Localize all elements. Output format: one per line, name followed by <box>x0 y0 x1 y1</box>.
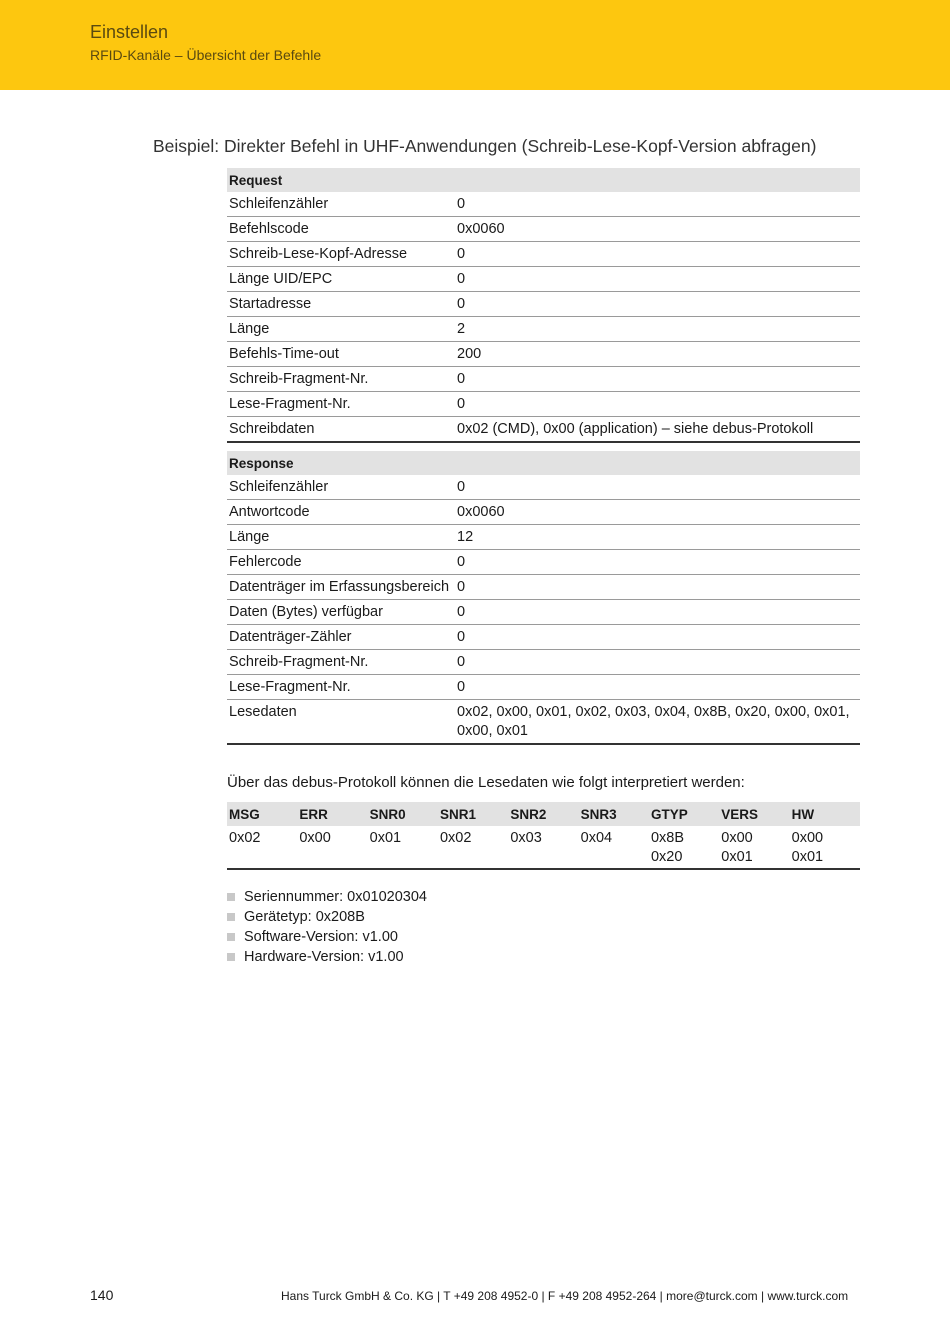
table-cell <box>227 826 297 869</box>
row-key: Datenträger im Erfassungsbereich <box>227 575 455 600</box>
list-item-text: Software-Version: v1.00 <box>244 929 398 945</box>
response-heading: Response <box>227 451 860 475</box>
row-value: 0 <box>455 367 860 392</box>
row-value: 12 <box>455 525 860 550</box>
cell-line: 0x01 <box>369 830 402 846</box>
request-heading-row <box>227 168 860 192</box>
example-title: Beispiel: Direkter Befehl in UHF-Anwendungen (Schreib-Lese-Kopf-Version abfragen) <box>153 136 817 156</box>
row-value: 0 <box>455 625 860 650</box>
row-key: Befehls-Time-out <box>227 342 455 367</box>
list-item-text: Seriennummer: 0x01020304 <box>244 889 427 905</box>
interpretation-text: Über das debus-Protokoll können die Lesedaten wie folgt interpretiert werden: <box>227 774 745 791</box>
list-item-text: Hardware-Version: v1.00 <box>244 949 404 965</box>
square-bullet-icon <box>227 913 235 921</box>
table-cell <box>649 826 719 869</box>
row-key: Länge <box>227 525 455 550</box>
square-bullet-icon <box>227 893 235 901</box>
table-row <box>227 192 860 217</box>
response-table <box>227 451 860 745</box>
list-item <box>227 927 427 947</box>
cell-line: 0x20 <box>650 849 683 865</box>
column-header: MSG <box>227 802 297 826</box>
row-key: Schleifenzähler <box>227 192 455 217</box>
table-row <box>227 392 860 417</box>
row-key: Fehlercode <box>227 550 455 575</box>
column-header: SNR3 <box>579 802 649 826</box>
row-value: 0 <box>455 650 860 675</box>
row-value: 0x02, 0x00, 0x01, 0x02, 0x03, 0x04, 0x8B, 0x20, 0x00, 0x01, 0x00, 0x01 <box>455 700 860 745</box>
table-row <box>227 700 860 745</box>
row-key: Startadresse <box>227 292 455 317</box>
table-cell <box>508 826 578 869</box>
row-key: Daten (Bytes) verfügbar <box>227 600 455 625</box>
table-cell <box>438 826 508 869</box>
column-header: SNR0 <box>368 802 438 826</box>
column-header: SNR2 <box>508 802 578 826</box>
request-table <box>227 168 860 443</box>
table-row <box>227 292 860 317</box>
row-value: 0 <box>455 192 860 217</box>
row-key: Länge <box>227 317 455 342</box>
row-key: Schreib-Fragment-Nr. <box>227 367 455 392</box>
row-value: 0 <box>455 267 860 292</box>
cell-line: 0x01 <box>791 849 824 865</box>
cell-line: 0x02 <box>439 830 472 846</box>
row-value: 0 <box>455 392 860 417</box>
row-key: Datenträger-Zähler <box>227 625 455 650</box>
row-value: 0x02 (CMD), 0x00 (application) – siehe debus-Protokoll <box>455 417 860 443</box>
row-value: 0 <box>455 550 860 575</box>
table-row <box>227 650 860 675</box>
table-row <box>227 625 860 650</box>
table-row <box>227 242 860 267</box>
table-header-row <box>227 802 860 826</box>
table-row <box>227 417 860 443</box>
header-title: Einstellen <box>90 22 169 42</box>
table-row <box>227 525 860 550</box>
header-subtitle: RFID-Kanäle – Übersicht der Befehle <box>90 47 322 63</box>
table-cell <box>297 826 367 869</box>
row-value: 200 <box>455 342 860 367</box>
row-key: Lese-Fragment-Nr. <box>227 392 455 417</box>
table-cell <box>719 826 789 869</box>
square-bullet-icon <box>227 953 235 961</box>
table-row <box>227 267 860 292</box>
table-row <box>227 217 860 242</box>
row-value: 0x0060 <box>455 217 860 242</box>
page-header <box>0 0 950 90</box>
column-header: SNR1 <box>438 802 508 826</box>
table-row <box>227 475 860 500</box>
column-header: GTYP <box>649 802 719 826</box>
row-key: Schleifenzähler <box>227 475 455 500</box>
row-value: 0 <box>455 575 860 600</box>
row-value: 0 <box>455 675 860 700</box>
row-value: 2 <box>455 317 860 342</box>
cell-line: 0x01 <box>721 849 753 865</box>
list-item <box>227 907 427 927</box>
cell-line: 0x8B <box>650 830 685 846</box>
interpretation-table <box>227 802 860 870</box>
row-value: 0 <box>455 600 860 625</box>
cell-line: 0x04 <box>580 830 613 846</box>
table-row <box>227 575 860 600</box>
square-bullet-icon <box>227 933 235 941</box>
footer-text: Hans Turck GmbH & Co. KG | T +49 208 4952-0 | F +49 208 4952-264 | more@turck.com | www.turck.com <box>281 1289 849 1303</box>
cell-line: 0x03 <box>510 830 542 846</box>
row-value: 0x0060 <box>455 500 860 525</box>
cell-line: 0x02 <box>229 830 261 846</box>
row-key: Länge UID/EPC <box>227 267 455 292</box>
row-key: Schreib-Fragment-Nr. <box>227 650 455 675</box>
response-heading-row <box>227 451 860 475</box>
row-key: Schreibdaten <box>227 417 455 443</box>
row-key: Lese-Fragment-Nr. <box>227 675 455 700</box>
column-header: ERR <box>297 802 367 826</box>
list-item <box>227 947 427 967</box>
row-key: Schreib-Lese-Kopf-Adresse <box>227 242 455 267</box>
table-row <box>227 367 860 392</box>
cell-line: 0x00 <box>721 830 753 846</box>
table-row <box>227 342 860 367</box>
bullet-list <box>227 887 427 967</box>
row-value: 0 <box>455 292 860 317</box>
cell-line: 0x00 <box>299 830 331 846</box>
row-key: Antwortcode <box>227 500 455 525</box>
table-row <box>227 500 860 525</box>
table-row <box>227 550 860 575</box>
list-item-text: Gerätetyp: 0x208B <box>244 909 365 925</box>
column-header: HW <box>790 802 860 826</box>
row-key: Lesedaten <box>227 700 455 745</box>
list-item <box>227 887 427 907</box>
table-cell <box>368 826 438 869</box>
table-cell <box>579 826 649 869</box>
table-row <box>227 317 860 342</box>
row-value: 0 <box>455 242 860 267</box>
page-number: 140 <box>90 1287 114 1303</box>
row-key: Befehlscode <box>227 217 455 242</box>
table-row <box>227 826 860 869</box>
request-heading: Request <box>227 168 860 192</box>
table-row <box>227 675 860 700</box>
cell-line: 0x00 <box>791 830 824 846</box>
row-value: 0 <box>455 475 860 500</box>
column-header: VERS <box>719 802 789 826</box>
table-row <box>227 600 860 625</box>
table-cell <box>790 826 860 869</box>
